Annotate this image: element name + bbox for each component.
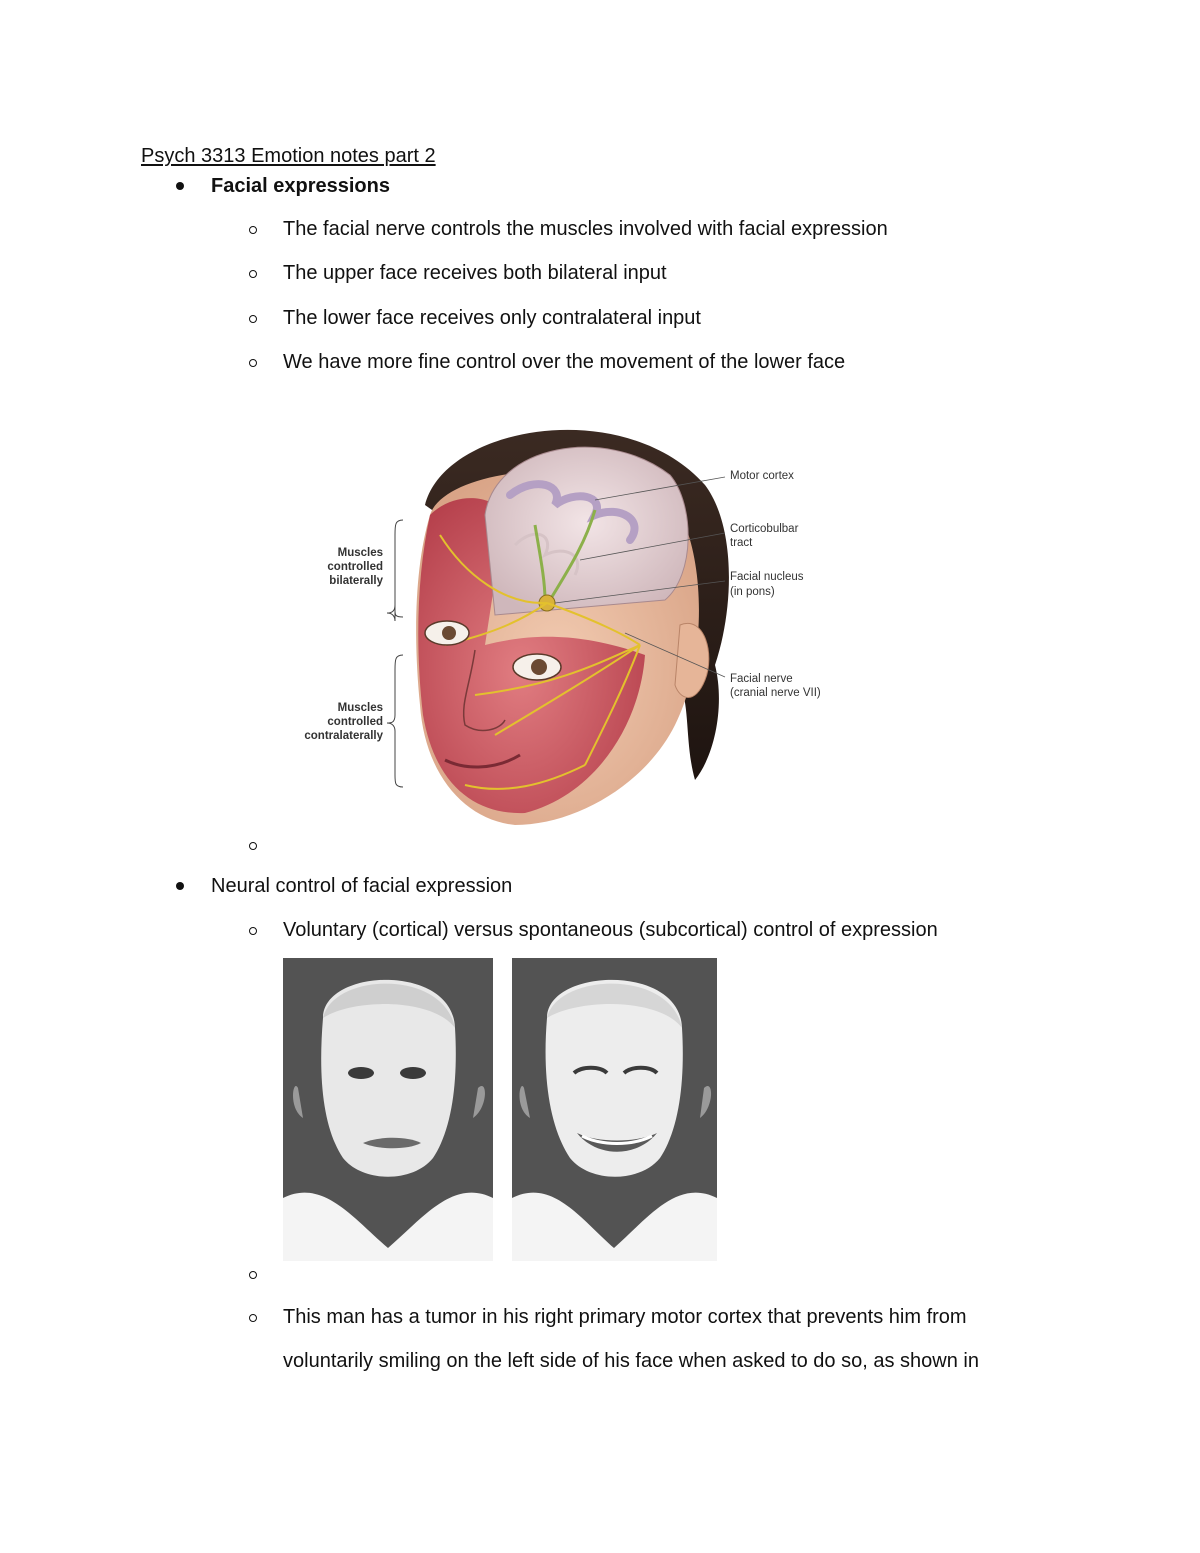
label-corticobulbar-2: tract bbox=[730, 537, 753, 549]
list-item-continuation: voluntarily smiling on the left side of his face when asked to do so, as shown in bbox=[283, 1350, 979, 1372]
portrait-spontaneous-smile bbox=[512, 958, 717, 1261]
label-muscles-contralateral-3: contralaterally bbox=[304, 730, 383, 742]
list-item: This man has a tumor in his right primary motor cortex that prevents him from bbox=[283, 1306, 967, 1328]
bullet-icon bbox=[176, 882, 184, 890]
label-facial-nerve-2: (cranial nerve VII) bbox=[730, 687, 821, 699]
hollow-bullet-icon bbox=[249, 842, 257, 850]
label-corticobulbar-1: Corticobulbar bbox=[730, 523, 799, 535]
bracket-bilateral bbox=[387, 520, 403, 621]
hollow-bullet-icon bbox=[249, 1271, 257, 1279]
section-heading: Facial expressions bbox=[211, 175, 390, 197]
label-facial-nucleus-1: Facial nucleus bbox=[730, 571, 804, 583]
label-muscles-bilateral-2: controlled bbox=[327, 561, 383, 573]
eye-left-portrait-1 bbox=[348, 1067, 374, 1079]
bullet-icon bbox=[176, 182, 184, 190]
hollow-bullet-icon bbox=[249, 359, 257, 367]
hollow-bullet-icon bbox=[249, 315, 257, 323]
label-motor-cortex: Motor cortex bbox=[730, 470, 794, 482]
label-muscles-contralateral-1: Muscles bbox=[337, 702, 383, 714]
bracket-contralateral bbox=[387, 655, 403, 787]
hollow-bullet-icon bbox=[249, 1314, 257, 1322]
right-iris bbox=[531, 659, 547, 675]
facial-nerve-illustration bbox=[295, 405, 840, 830]
label-muscles-bilateral-1: Muscles bbox=[337, 547, 383, 559]
hollow-bullet-icon bbox=[249, 927, 257, 935]
label-facial-nerve-1: Facial nerve bbox=[730, 673, 793, 685]
portrait-voluntary-smile bbox=[283, 958, 493, 1261]
eye-left-portrait-2 bbox=[400, 1067, 426, 1079]
list-item: The upper face receives both bilateral input bbox=[283, 262, 667, 284]
list-item: We have more fine control over the movement of the lower face bbox=[283, 351, 846, 373]
hollow-bullet-icon bbox=[249, 270, 257, 278]
list-item: The facial nerve controls the muscles involved with facial expression bbox=[283, 218, 888, 240]
list-item: Voluntary (cortical) versus spontaneous (subcortical) control of expression bbox=[283, 919, 938, 941]
label-muscles-bilateral-3: bilaterally bbox=[329, 575, 383, 587]
page-title: Psych 3313 Emotion notes part 2 bbox=[141, 145, 436, 167]
list-item: The lower face receives only contralateral input bbox=[283, 307, 701, 329]
hollow-bullet-icon bbox=[249, 226, 257, 234]
label-muscles-contralateral-2: controlled bbox=[327, 716, 383, 728]
label-facial-nucleus-2: (in pons) bbox=[730, 586, 775, 598]
left-iris bbox=[442, 626, 456, 640]
section-heading: Neural control of facial expression bbox=[211, 875, 513, 897]
